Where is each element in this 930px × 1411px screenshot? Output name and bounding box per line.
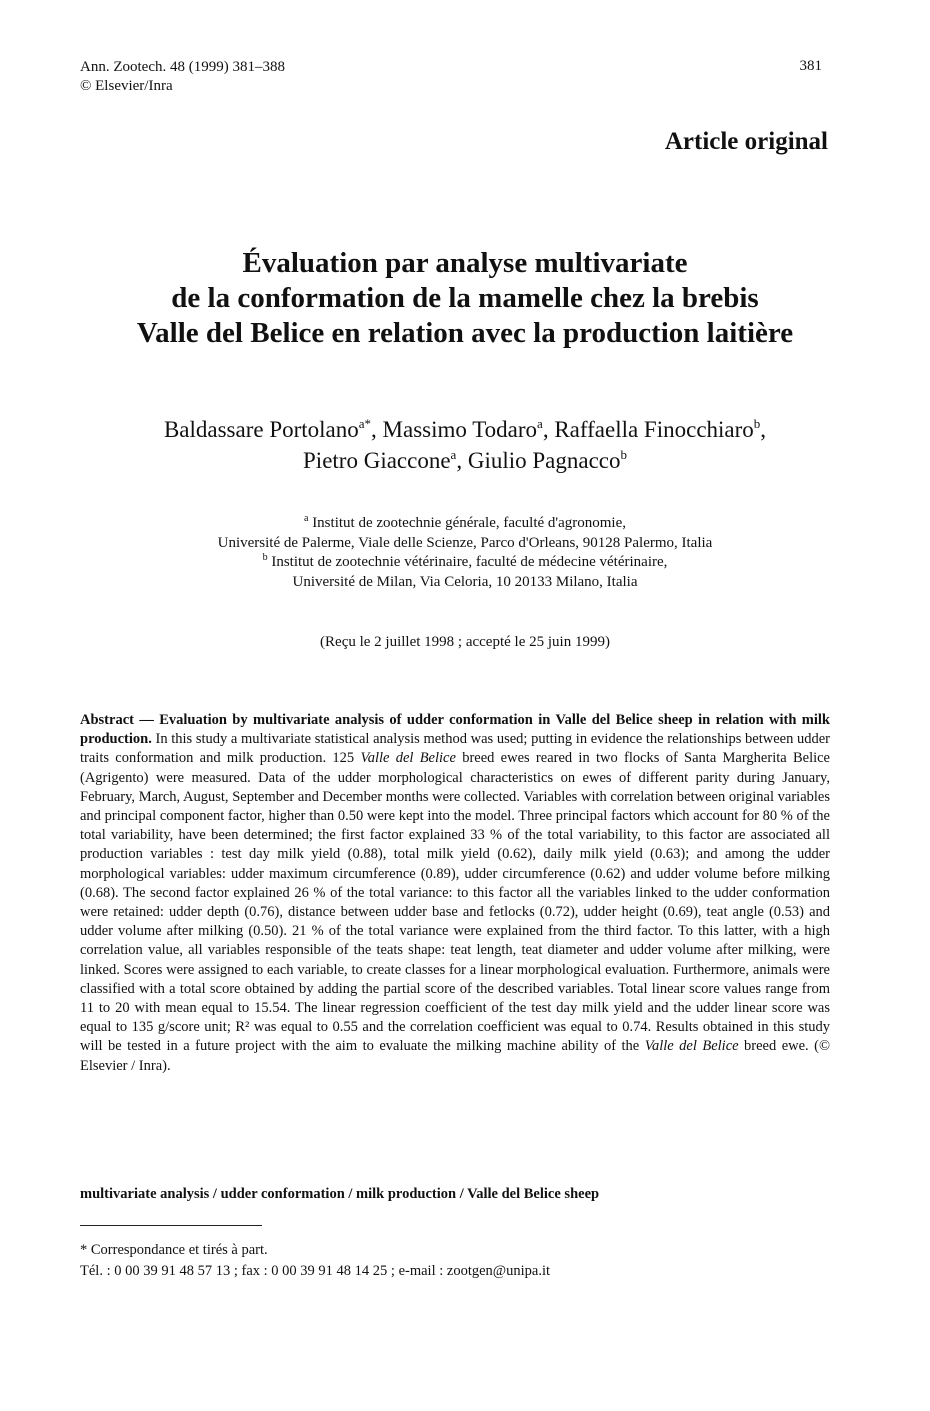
journal-citation: Ann. Zootech. 48 (1999) 381–388 bbox=[80, 59, 285, 75]
author-name: Massimo Todaro bbox=[382, 417, 538, 442]
breed-name: Valle del Belice bbox=[360, 750, 456, 767]
abstract bbox=[80, 711, 830, 1076]
journal-reference bbox=[80, 58, 285, 96]
publisher-copyright: © Elsevier/Inra bbox=[80, 78, 173, 94]
page-number: 381 bbox=[799, 58, 822, 74]
breed-name: Valle del Belice bbox=[644, 1038, 739, 1055]
author-name: Giulio Pagnacco bbox=[467, 448, 621, 473]
abstract-text: In this study a multivariate statistical analysis method was used; putting in evidence the relationships between udder traits conformation and milk production. 125 bbox=[80, 731, 830, 767]
author-name: Baldassare Portolano bbox=[163, 417, 359, 442]
affiliation-a-line-2: Université de Palerme, Viale delle Scienze, Parco d'Orleans, 90128 Palermo, Italia bbox=[217, 534, 713, 551]
author-name: Raffaella Finocchiaro bbox=[554, 417, 754, 442]
abstract-heading: Abstract — Evaluation by multivariate analysis of udder conformation in Valle del Belice sheep in relation with milk production. bbox=[80, 712, 830, 748]
author-affiliation-mark: a bbox=[537, 416, 543, 431]
title-line-3: Valle del Belice en relation avec la production laitière bbox=[136, 317, 794, 349]
received-accepted-dates: (Reçu le 2 juillet 1998 ; accepté le 25 juin 1999) bbox=[320, 634, 610, 650]
author-list bbox=[0, 414, 930, 476]
author-affiliation-mark: a bbox=[450, 447, 457, 462]
author-affiliation-mark: b bbox=[620, 447, 627, 462]
author-name: Pietro Giaccone bbox=[303, 448, 451, 473]
abstract-text: breed ewe. (© Elsevier / Inra). bbox=[80, 1038, 830, 1074]
author-line-2: Pietro Giaccone$^a$, Giulio Pagnacco$^b$ bbox=[303, 447, 627, 473]
title-line-1: Évaluation par analyse multivariate bbox=[242, 247, 688, 279]
footnotes bbox=[80, 1240, 550, 1282]
abstract-text: breed ewes reared in two flocks of Santa Margherita Belice (Agrigento) were measured. Data of the udder morphological characteristics on ewes of different parity during January, February, March, August, September and December months were collected. Variables with correlation between original variables and principal component factor, higher than 0.50 were kept into the model. Three principal factors which account for 80 % of the total variability, have been determined; the first factor explained 33 % of the total variability, to this factor are associated all production variables : test day milk yield (0.88), total milk yield (0.62), daily milk yield (0.63); and among the udder morphological variables: udder maximum circumference (0.89), udder circumference (0.62) and udder volume before milking (0.68). The second factor explained 26 % of the total variance: to this factor all the variables linked to the udder conformation were retained: udder depth (0.76), distance between udder base and fetlocks (0.72), udder height (0.69), teat angle (0.53) and udder volume after milking (0.50). 21 % of the total variance were explained from the third factor. To this latter, with a high correlation value, all variables responsible of the teats shape: teat length, teat diameter and udder volume after milking, were linked. Scores were assigned to each variable, to create classes for a linear morphological evaluation. Furthermore, animals were classified with a total score obtained by adding the partial score of the described variables. Total linear score values range from 11 to 20 with mean equal to 15.54. The linear regression coefficient of the test day milk yield and the udder linear score was equal to 135 g/score unit; R² was equal to 0.55 and the correlation coefficient was equal to 0.74. Results obtained in this study will be tested in a future project with the aim to evaluate the milking machine ability of the bbox=[80, 750, 830, 1055]
author-affiliation-mark: b bbox=[753, 416, 761, 431]
affiliation-mark-b: b bbox=[262, 552, 268, 563]
affiliation-b-line-2: Université de Milan, Via Celoria, 10 20133 Milano, Italia bbox=[292, 573, 638, 590]
footnote-divider bbox=[80, 1225, 262, 1226]
article-type-label: Article original bbox=[664, 128, 828, 155]
affiliation-b-text: Institut de zootechnie vétérinaire, faculté de médecine vétérinaire, bbox=[271, 554, 668, 570]
title-line-2: de la conformation de la mamelle chez la brebis bbox=[171, 282, 759, 314]
author-affiliation-mark: a* bbox=[358, 416, 372, 431]
affiliation-b-line-1 bbox=[0, 553, 930, 573]
affiliation-a-text: Institut de zootechnie générale, faculté d'agronomie, bbox=[312, 515, 627, 531]
affiliation-mark-a: a bbox=[303, 513, 309, 524]
author-line-1: Baldassare Portolano$^{a*}$, Massimo Todaro$^a$, Raffaella Finocchiaro$^b$, bbox=[163, 416, 767, 442]
affiliation-a-line-1 bbox=[0, 514, 930, 534]
correspondence-note: * Correspondance et tirés à part. bbox=[80, 1242, 268, 1258]
contact-details: Tél. : 0 00 39 91 48 57 13 ; fax : 0 00 39 91 48 14 25 ; e-mail : zootgen@unipa.it bbox=[80, 1263, 551, 1279]
affiliations bbox=[0, 514, 930, 592]
article-title bbox=[0, 246, 930, 351]
keywords: multivariate analysis / udder conformation / milk production / Valle del Belice sheep bbox=[80, 1186, 600, 1202]
